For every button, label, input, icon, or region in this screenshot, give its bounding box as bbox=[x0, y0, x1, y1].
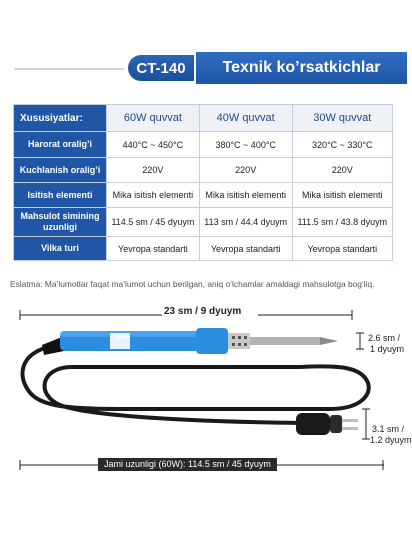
table-cell: Yevropa standarti bbox=[107, 237, 200, 261]
tip-dimension bbox=[356, 333, 364, 349]
tip-size-label-1: 2.6 sm / bbox=[368, 333, 401, 343]
header-cell-30w: 30W quvvat bbox=[292, 105, 392, 132]
plug-dimension bbox=[362, 409, 370, 439]
header-cell-40w: 40W quvvat bbox=[199, 105, 292, 132]
euro-plug bbox=[296, 413, 358, 435]
row-label: Vilka turi bbox=[14, 237, 107, 261]
handle-label: 60W bbox=[117, 335, 130, 341]
row-label: Harorat oralig’i bbox=[14, 132, 107, 158]
table-cell: 320°C ~ 330°C bbox=[292, 132, 392, 158]
row-label: Mahsulot simining uzunligi bbox=[14, 208, 107, 237]
header-banner bbox=[0, 47, 407, 87]
table-cell: Mika isitish elementi bbox=[199, 183, 292, 208]
table-cell: Yevropa standarti bbox=[199, 237, 292, 261]
header-cell-60w: 60W quvvat bbox=[107, 105, 200, 132]
plug-size-label-1: 3.1 sm / bbox=[372, 424, 405, 434]
power-cable bbox=[23, 347, 369, 423]
table-header-row bbox=[14, 105, 393, 132]
table-cell: 220V bbox=[199, 158, 292, 183]
table-cell: 440°C ~ 450°C bbox=[107, 132, 200, 158]
table-row bbox=[14, 183, 393, 208]
header-cell-features: Xususiyatlar: bbox=[14, 105, 107, 132]
table-cell: Mika isitish elementi bbox=[107, 183, 200, 208]
row-label: Isitish elementi bbox=[14, 183, 107, 208]
table-row bbox=[14, 208, 393, 237]
total-length-bar bbox=[20, 458, 384, 472]
spec-table bbox=[13, 104, 393, 261]
table-cell: 220V bbox=[292, 158, 392, 183]
product-illustration bbox=[0, 295, 407, 455]
table-row bbox=[14, 158, 393, 183]
plug-size-label-2: 1.2 dyuym bbox=[370, 435, 412, 445]
disclaimer-note: Eslatma: Ma’lumotlar faqat ma’lumot uchun berilgan, aniq o‘lchamlar amaldagi mahsulotga bog‘liq. bbox=[10, 279, 375, 289]
iron-length-label: 23 sm / 9 dyuym bbox=[164, 306, 242, 317]
header-title: Texnik ko’rsatkichlar bbox=[196, 52, 407, 84]
table-cell: 111.5 sm / 43.8 dyuym bbox=[292, 208, 392, 237]
table-row bbox=[14, 132, 393, 158]
table-cell: 220V bbox=[107, 158, 200, 183]
model-badge: CT-140 bbox=[128, 55, 194, 81]
row-label: Kuchlanish oralig’i bbox=[14, 158, 107, 183]
table-cell: Mika isitish elementi bbox=[292, 183, 392, 208]
total-length-label: Jami uzunligi (60W): 114.5 sm / 45 dyuym bbox=[98, 458, 277, 471]
table-cell: 114.5 sm / 45 dyuym bbox=[107, 208, 200, 237]
tip-size-label-2: 1 dyuym bbox=[370, 344, 405, 354]
table-cell: Yevropa standarti bbox=[292, 237, 392, 261]
header-divider bbox=[14, 68, 124, 70]
table-cell: 113 sm / 44.4 dyuym bbox=[199, 208, 292, 237]
table-cell: 380°C ~ 400°C bbox=[199, 132, 292, 158]
table-row bbox=[14, 237, 393, 261]
soldering-iron bbox=[42, 328, 338, 355]
